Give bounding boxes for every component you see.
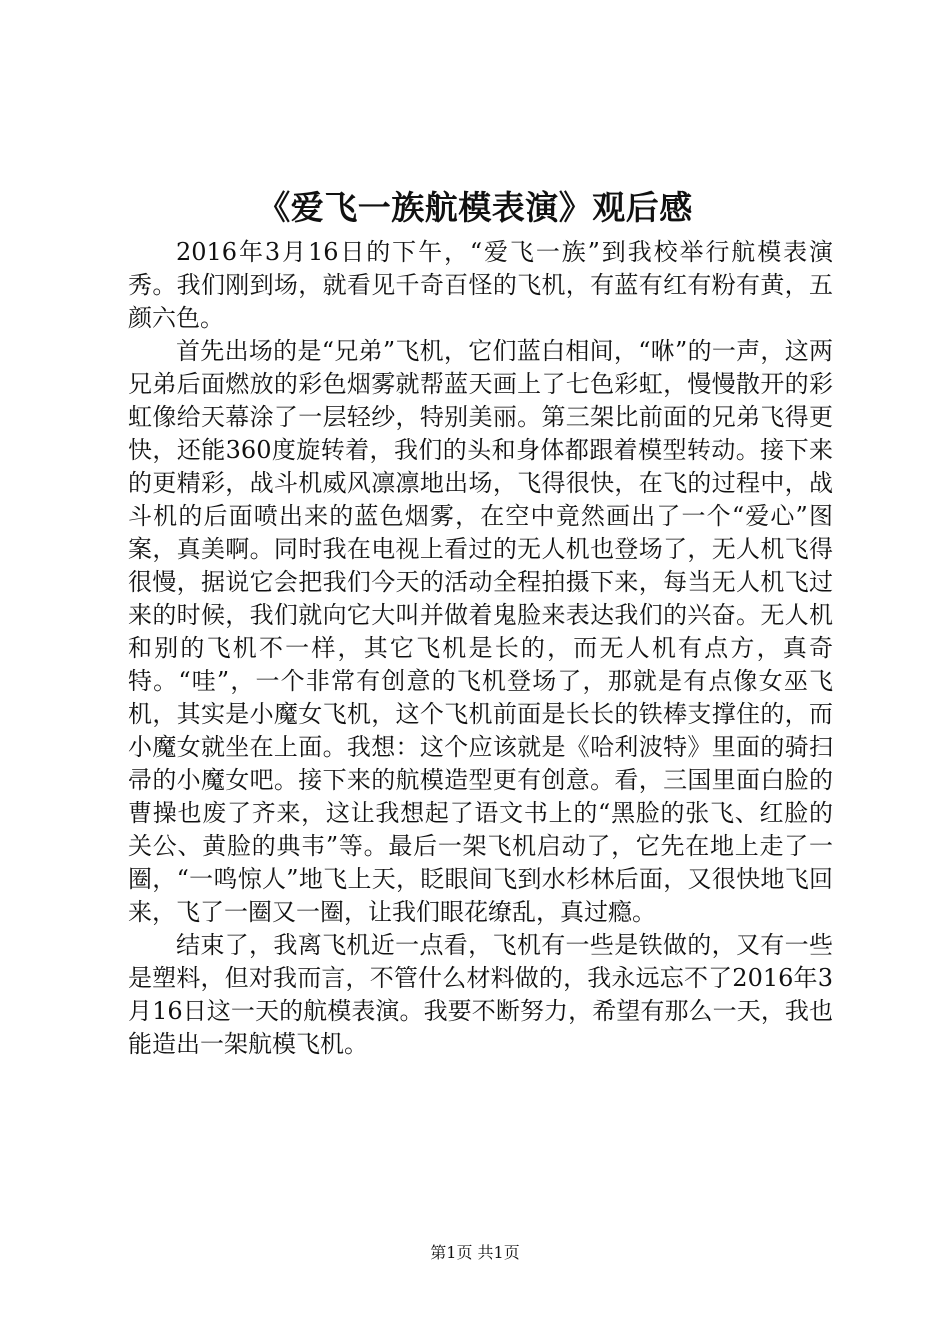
document-title: 《爱飞一族航模表演》观后感 <box>257 188 693 227</box>
document-body <box>128 236 833 1061</box>
page-footer: 第1页 共1页 <box>430 1243 520 1262</box>
paragraph-1: 2016年3月16日的下午，“爱飞一族”到我校举行航模表演秀。我们刚到场，就看见千奇百怪的飞机，有蓝有红有粉有黄，五颜六色。 <box>128 238 833 332</box>
paragraph-3: 结束了，我离飞机近一点看，飞机有一些是铁做的，又有一些是塑料，但对我而言，不管什么材料做的，我永远忘不了2016年3月16日这一天的航模表演。我要不断努力，希望有那么一天，我也能造出一架航模飞机。 <box>128 931 833 1058</box>
paragraph-2: 首先出场的是“兄弟”飞机，它们蓝白相间，“咻”的一声，这两兄弟后面燃放的彩色烟雾就帮蓝天画上了七色彩虹，慢慢散开的彩虹像给天幕涂了一层轻纱，特别美丽。第三架比前面的兄弟飞得更快，还能360度旋转着，我们的头和身体都跟着模型转动。接下来的更精彩，战斗机威风凛凛地出场，飞得很快，在飞的过程中，战斗机的后面喷出来的蓝色烟雾，在空中竟然画出了一个“爱心”图案，真美啊。同时我在电视上看过的无人机也登场了，无人机飞得很慢，据说它会把我们今天的活动全程拍摄下来，每当无人机飞过来的时候，我们就向它大叫并做着鬼脸来表达我们的兴奋。无人机和别的飞机不一样，其它飞机是长的，而无人机有点方，真奇特。“哇”，一个非常有创意的飞机登场了，那就是有点像女巫飞机，其实是小魔女飞机，这个飞机前面是长长的铁棒支撑住的，而小魔女就坐在上面。我想：这个应该就是《哈利波特》里面的骑扫帚的小魔女吧。接下来的航模造型更有创意。看，三国里面白脸的曹操也废了齐来，这让我想起了语文书上的“黑脸的张飞、红脸的关公、黄脸的典韦”等。最后一架飞机启动了，它先在地上走了一圈，“一鸣惊人”地飞上天，眨眼间飞到水杉林后面，又很快地飞回来，飞了一圈又一圈，让我们眼花缭乱，真过瘾。 <box>128 337 833 926</box>
